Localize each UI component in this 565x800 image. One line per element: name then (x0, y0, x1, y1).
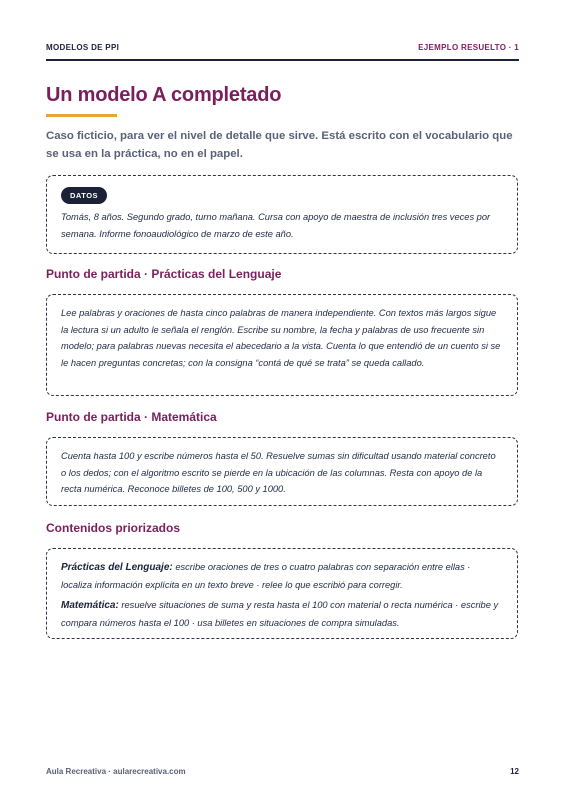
datos-text: Tomás, 8 años. Segundo grado, turno mañana. Cursa con apoyo de maestra de inclusión tres veces por semana. Informe fonoaudiológico de marzo de este año. (61, 212, 491, 239)
matematica-box (46, 437, 518, 506)
contenido-label-lenguaje: Prácticas del Lenguaje: (61, 562, 173, 573)
contenido-label-matematica: Matemática: (61, 600, 119, 611)
intro-text: Caso ficticio, para ver el nivel de detalle que sirve. Está escrito con el vocabulario que se usa en la práctica, no en el papel. (46, 130, 513, 160)
page-header (46, 43, 519, 52)
footer-site: Aula Recreativa · aularecreativa.com (46, 767, 186, 776)
page-footer (46, 767, 519, 776)
contenido-text-lenguaje: escribe oraciones de tres o cuatro palabras con separación entre ellas · localiza información explícita en un texto breve · relee lo que escribió para corregir. (61, 562, 471, 590)
header-right-label: EJEMPLO RESUELTO · 1 (418, 43, 519, 52)
lenguaje-box (46, 294, 518, 396)
contenido-text-matematica: resuelve situaciones de suma y resta hasta el 100 con material o recta numérica · escribe y compara números hasta el 100 · usa billetes en situaciones de compra simuladas. (61, 600, 499, 628)
header-left-title: MODELOS DE PPI (46, 43, 120, 52)
datos-box (46, 175, 518, 254)
lenguaje-text: Lee palabras y oraciones de hasta cinco palabras de manera independiente. Con textos más largos sigue la lectura si un adulto le señala el renglón. Escribe su nombre, la fecha y palabras de uso frecuente sin modelo; para palabras nuevas necesita el abecedario a la vista. Cuenta lo que entendió de un cuento si se le hacen preguntas concretas; con la consigna “contá de qué se trata” se queda callado. (61, 308, 501, 368)
matematica-text: Cuenta hasta 100 y escribe números hasta el 50. Resuelve sumas sin dificultad usando material concreto o los dedos; con el algoritmo escrito se pierde en la ubicación de las columnas. Resta con apoyo de la recta numérica. Reconoce billetes de 100, 500 y 1000. (61, 451, 496, 494)
header-divider (46, 59, 519, 61)
page-number: 12 (510, 767, 519, 776)
datos-badge: DATOS (61, 187, 107, 204)
page-title: Un modelo A completado (46, 84, 282, 106)
contenidos-section-title: Contenidos priorizados (46, 521, 181, 535)
contenido-item-lenguaje (61, 559, 503, 593)
lenguaje-section-title: Punto de partida · Prácticas del Lenguaje (46, 267, 282, 281)
title-underline (46, 114, 117, 117)
contenido-item-matematica (61, 597, 503, 631)
matematica-section-title: Punto de partida · Matemática (46, 410, 217, 424)
contenidos-box (46, 548, 518, 639)
